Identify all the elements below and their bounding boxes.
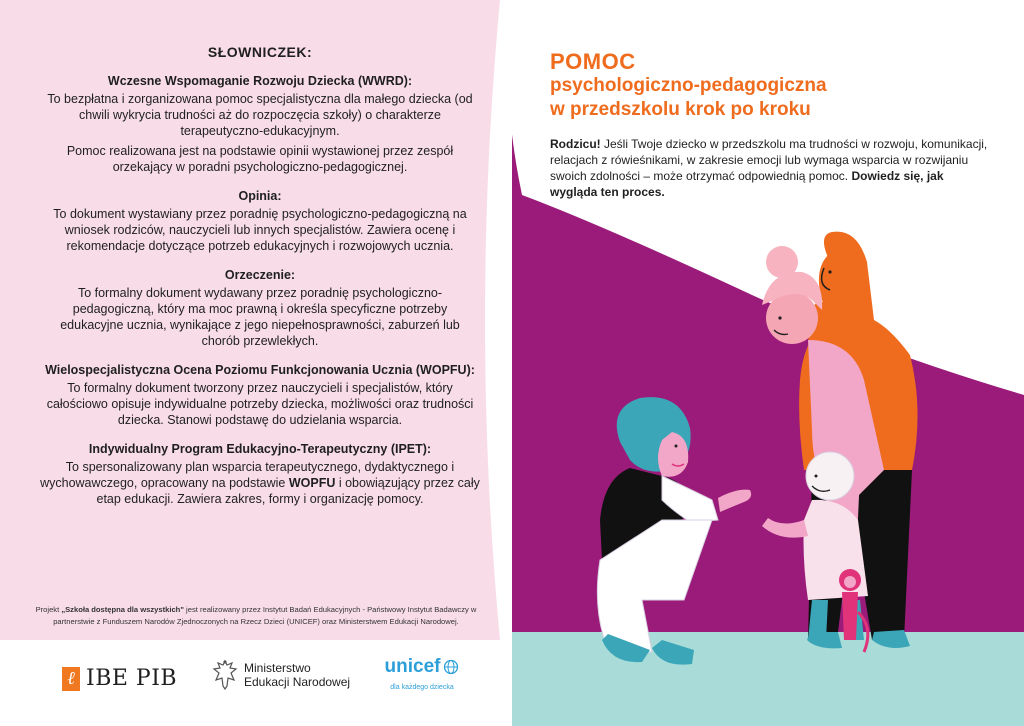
- eagle-emblem-icon: [212, 658, 238, 692]
- men-text: [244, 661, 350, 689]
- project-note-name: „Szkoła dostępna dla wszystkich": [61, 605, 184, 614]
- term-def-part: i obowiązujący przez cały etap edukacji. Zawiera zakres, formy i organizację pomocy.: [96, 476, 480, 506]
- term-name: Wielospecjalistyczna Ocena Poziomu Funkcjonowania Ucznia (WOPFU):: [45, 363, 475, 377]
- intro-callout: Dowiedz się, jak wygląda ten proces.: [550, 169, 944, 199]
- glossary-title: SŁOWNICZEK:: [207, 44, 313, 60]
- ibe-pib-text: IBE PIB: [86, 666, 178, 691]
- glossary-term-wopfu: [40, 363, 480, 428]
- cover-panel: [512, 0, 1024, 726]
- kneeling-woman-figure: [597, 397, 751, 665]
- globe-icon: [443, 659, 459, 675]
- term-definition-extra: Pomoc realizowana jest na podstawie opinii wystawionej przez zespół orzekający w poradni psychologiczno-pedagogicznej.: [66, 144, 454, 174]
- unicef-text: unicef: [384, 656, 441, 677]
- term-name: Wczesne Wspomaganie Rozwoju Dziecka (WWRD):: [107, 74, 413, 88]
- ibe-mark-icon: ℓ: [62, 667, 80, 691]
- glossary-term-orzeczenie: [40, 268, 480, 349]
- partner-logos: [0, 652, 512, 712]
- term-definition: [40, 459, 480, 507]
- intro-text: Jeśli Twoje dziecko w przedszkolu ma trudności w rozwoju, komunikacji, relacjach z rówieśnikami, w zakresie emocji lub wymaga wsparcia w rozwijaniu swoich zdolności – może otrzymać odpowiednią pomoc.: [550, 137, 988, 183]
- glossary-term-opinia: [40, 189, 480, 254]
- term-definition: To formalny dokument wydawany przez poradnię psychologiczno-pedagogiczną, który ma moc prawną i określa specyficzne potrzeby edukacyjne ucznia, wynikające z jego niepełnosprawności, zaburzeń lub chorób przewlekłych.: [60, 286, 460, 348]
- title-line-2: psychologiczno-pedagogiczna: [550, 75, 827, 96]
- men-line1: Ministerstwo: [244, 661, 311, 675]
- men-line2: Edukacji Narodowej: [244, 675, 351, 689]
- unicef-logo: [382, 656, 462, 691]
- men-logo: [212, 658, 350, 692]
- term-definition: To formalny dokument tworzony przez nauczycieli i specjalistów, który całościowo opisuje indywidualne potrzeby dziecka, możliwości oraz trudności dziecka. Stanowi podstawę do udzielania wsparcia.: [46, 381, 474, 427]
- term-name: Orzeczenie:: [224, 268, 296, 282]
- unicef-wordmark: [382, 656, 462, 678]
- intro-paragraph: [550, 136, 990, 200]
- project-note: [20, 604, 492, 628]
- term-def-bold: WOPFU: [288, 476, 336, 490]
- term-name: Indywidualny Program Edukacyjno-Terapeutyczny (IPET):: [88, 442, 432, 456]
- intro-greeting: Rodzicu!: [550, 137, 601, 151]
- project-note-text: jest realizowany przez Instytut Badań Edukacyjnych - Państwowy Instytut Badawczy w partnerstwie z Funduszem Narodów Zjednoczonych na Rzecz Dzieci (UNICEF) oraz Ministerstwem Edukacji Narodowej.: [53, 605, 477, 626]
- project-note-prefix: Projekt: [35, 605, 62, 614]
- ibe-pib-logo: [62, 666, 177, 691]
- term-def-part: To spersonalizowany plan wsparcia terapeutycznego, dydaktycznego i wychowawczego, opracowany na podstawie: [40, 460, 455, 490]
- glossary-term-wwrd: [40, 74, 480, 175]
- glossary-term-ipet: [40, 442, 480, 507]
- term-definition: To bezpłatna i zorganizowana pomoc specjalistyczna dla małego dziecka (od chwili wykrycia trudności aż do rozpoczęcia szkoły) o charakterze terapeutyczno-edukacyjnym.: [47, 92, 473, 138]
- glossary-content: [40, 44, 480, 521]
- title-line-3: w przedszkolu krok po kroku: [550, 99, 811, 120]
- cover-title: [550, 50, 990, 122]
- term-name: Opinia:: [238, 189, 282, 203]
- title-line-1: POMOC: [550, 49, 636, 74]
- unicef-tagline: dla każdego dziecka: [390, 684, 454, 691]
- term-definition: To dokument wystawiany przez poradnię psychologiczno-pedagogiczną na wniosek rodziców, nauczycieli lub innych specjalistów. Zawiera ocenę i rekomendacje dotyczące potrzeb edukacyjnych i rozwojowych ucznia.: [53, 207, 467, 253]
